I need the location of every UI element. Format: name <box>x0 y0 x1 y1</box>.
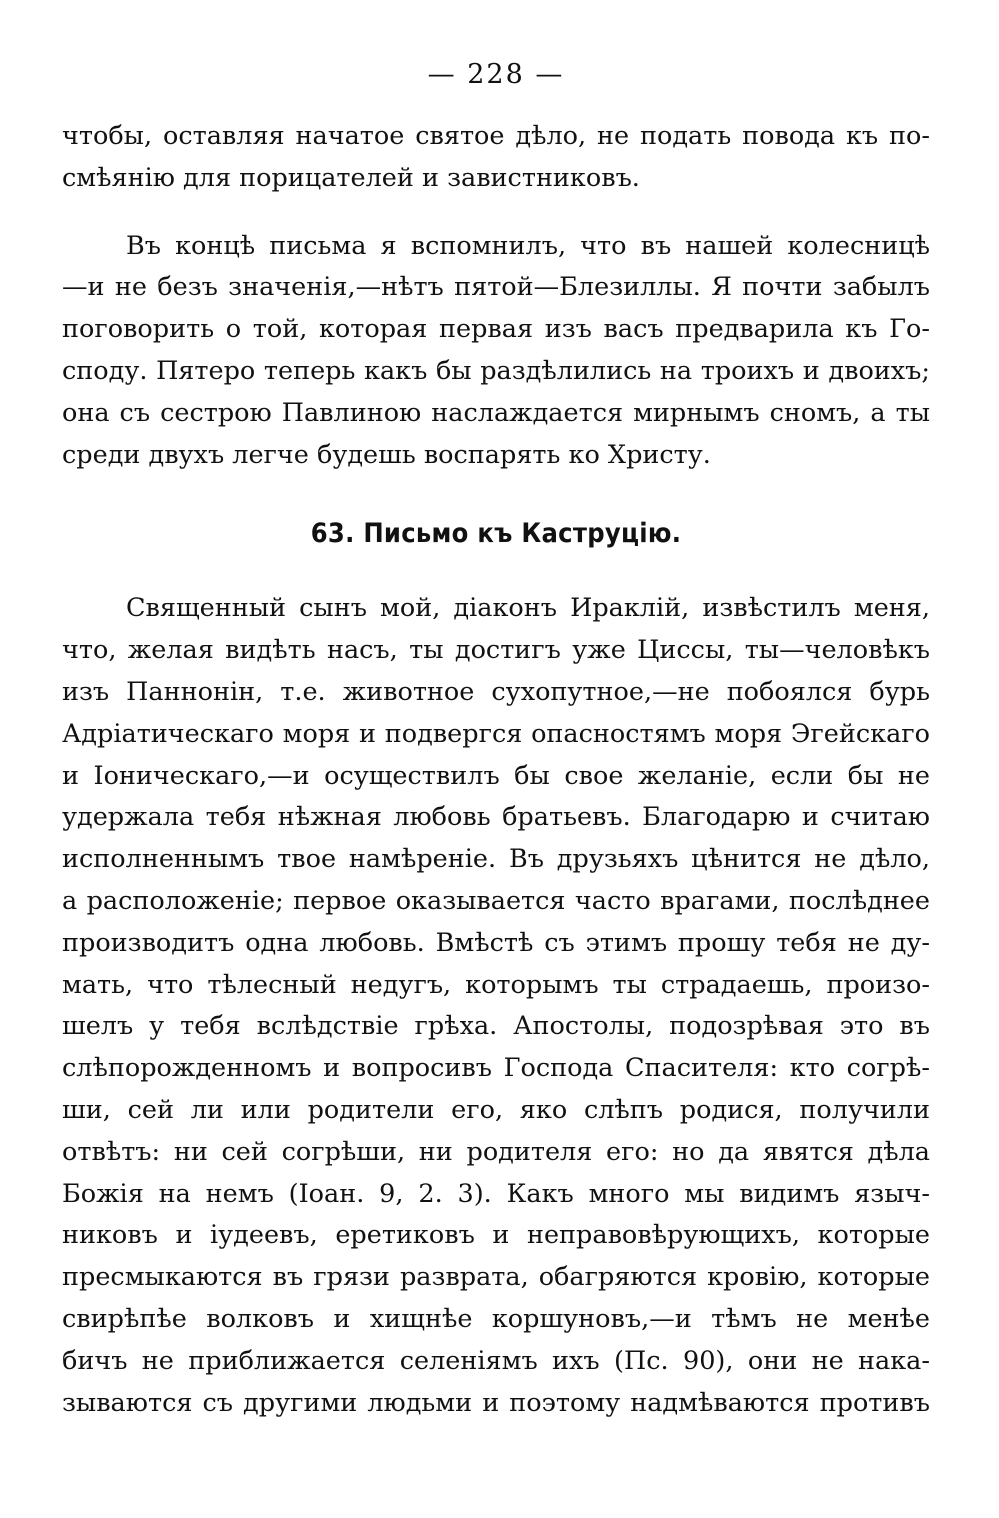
text-line: Божія на немъ (Іоан. 9, 2. 3). Какъ много мы видимъ языч- <box>62 1178 930 1209</box>
text-line: слѣпорожденномъ и вопросивъ Господа Спасителя: кто согрѣ- <box>62 1053 930 1084</box>
text-line: исполненнымъ твое намѣреніе. Въ друзьяхъ цѣнится не дѣло, <box>62 844 930 875</box>
text-line: шелъ у тебя вслѣдствіе грѣха. Апостолы, подозрѣвая это въ <box>62 1011 930 1042</box>
text-line: Въ концѣ письма я вспомнилъ, что въ нашей колесницѣ <box>126 230 930 261</box>
paragraph-1 <box>62 116 930 200</box>
document-page <box>62 56 930 1424</box>
text-line: бичъ не приближается селеніямъ ихъ (Пс. 90), они не нака- <box>62 1345 930 1376</box>
page-number: — 228 — <box>427 59 565 90</box>
text-line: что, желая видѣть насъ, ты достигъ уже Циссы, ты—человѣкъ <box>62 635 930 666</box>
text-line: свирѣпѣе волковъ и хищнѣе коршуновъ,—и тѣмъ не менѣе <box>62 1303 930 1334</box>
text-line: споду. Пятеро теперь какъ бы раздѣлились на троихъ и двоихъ; <box>62 355 930 386</box>
section-heading: 63. Письмо къ Каструцію. <box>310 518 682 550</box>
text-line: изъ Паннонін, т.е. животное сухопутное,—не побоялся бурь <box>62 676 930 707</box>
text-line: среди двухъ легче будешь воспарять ко Христу. <box>62 439 711 470</box>
text-line: она съ сестрою Павлиною наслаждается мирнымъ сномъ, а ты <box>62 397 930 428</box>
text-line: чтобы, оставляя начатое святое дѣло, не подать повода къ по- <box>62 121 930 151</box>
text-line: мать, что тѣлесный недугъ, которымъ ты страдаешь, произо- <box>62 969 930 1000</box>
text-line: Священный сынъ мой, діаконъ Ираклій, извѣстилъ меня, <box>126 593 930 624</box>
paragraph-2 <box>62 226 930 477</box>
text-line: ши, сей ли или родители его, яко слѣпъ родися, получили <box>62 1094 930 1125</box>
text-line: —и не безъ значенія,—нѣтъ пятой—Блезиллы. Я почти забылъ <box>62 272 930 303</box>
text-line: зываются съ другими людьми и поэтому надмѣваются противъ <box>62 1387 930 1418</box>
text-line: смѣянію для порицателей и завистниковъ. <box>62 162 640 193</box>
text-line: никовъ и іудеевъ, еретиковъ и неправовѣрующихъ, которые <box>62 1220 930 1251</box>
text-line: отвѣтъ: ни сей согрѣши, ни родителя его: но да явятся дѣла <box>62 1136 930 1167</box>
text-line: удержала тебя нѣжная любовь братьевъ. Благодарю и считаю <box>62 802 930 833</box>
text-line: а расположеніе; первое оказывается часто врагами, послѣднее <box>62 885 930 916</box>
text-line: пресмыкаются въ грязи разврата, обагряются кровію, которые <box>62 1262 930 1293</box>
text-line: и Іоническаго,—и осуществилъ бы свое желаніе, если бы не <box>62 760 930 791</box>
paragraph-3 <box>62 588 930 1424</box>
text-line: поговорить о той, которая первая изъ васъ предварила къ Го- <box>62 314 930 345</box>
text-line: производитъ одна любовь. Вмѣстѣ съ этимъ прошу тебя не ду- <box>62 927 930 958</box>
text-line: Адріатическаго моря и подвергся опасностямъ моря Эгейскаго <box>62 718 930 749</box>
